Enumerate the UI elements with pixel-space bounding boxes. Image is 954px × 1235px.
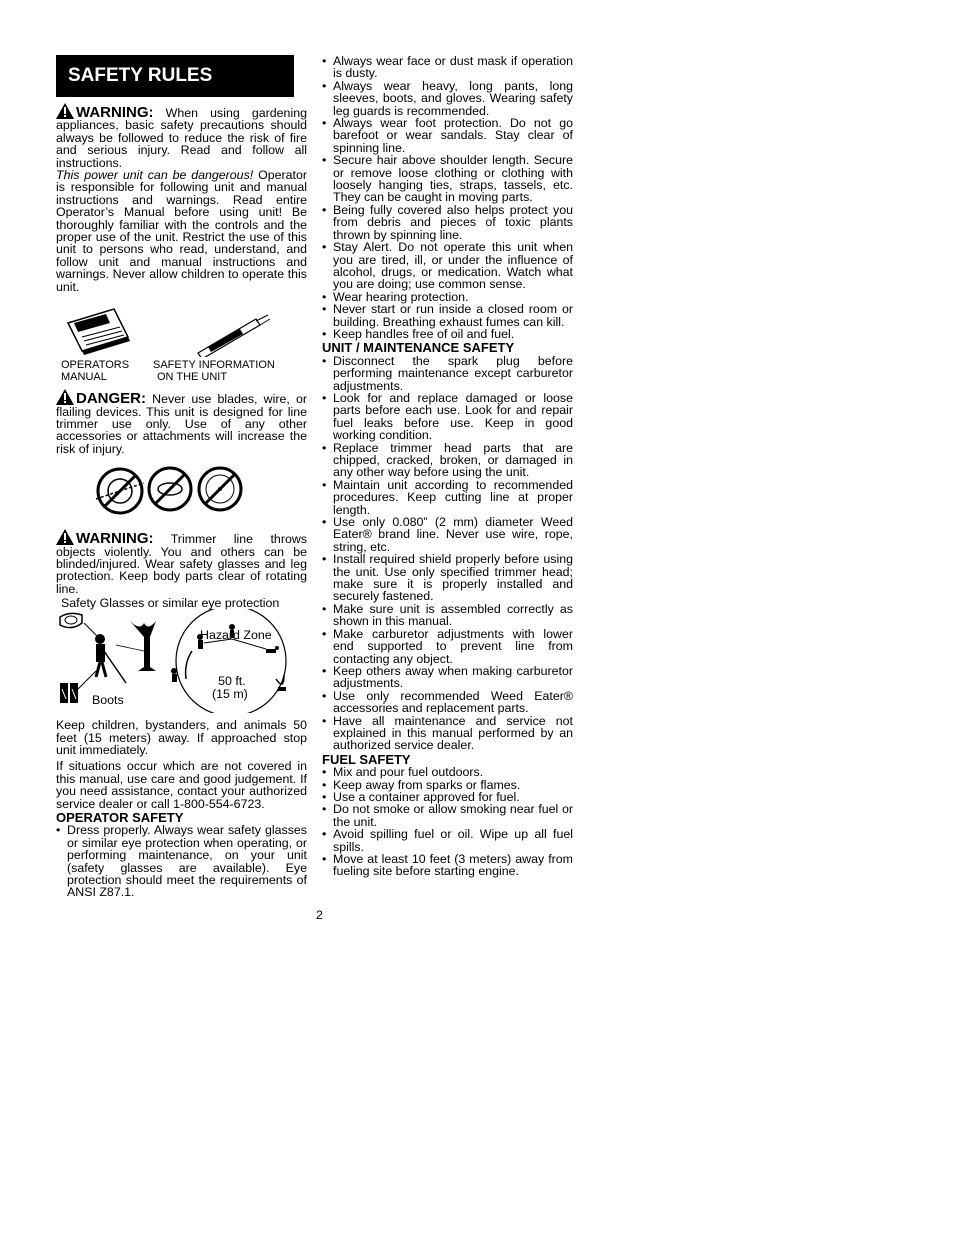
right-column <box>322 55 573 878</box>
no-wire-icon <box>149 468 191 510</box>
danger-paragraph <box>56 389 307 455</box>
list-item: • Install required shield properly before using the unit. Use only specified trimmer head; make sure it is properly installed and securely fastened. <box>322 553 573 603</box>
list-item: • Keep handles free of oil and fuel. <box>322 328 573 340</box>
keep-away-paragraph: Keep children, bystanders, and animals 50 feet (15 meters) away. If approached stop unit immediately. <box>56 718 307 757</box>
list-item: • Always wear foot protection. Do not go barefoot or wear sandals. Stay clear of spinning line. <box>322 117 573 154</box>
animal-figure <box>278 687 286 691</box>
warning-text-3: Trimmer line throws objects violently. You and others can be blinded/injured. Wear safety glasses and leg protection. Keep body parts clear of rotating line. <box>56 532 307 596</box>
no-blade-icon <box>199 468 241 510</box>
list-item: • Avoid spilling fuel or oil. Wipe up all fuel spills. <box>322 828 573 853</box>
manual-illustration <box>56 301 306 357</box>
unit-safety-heading: UNIT / MAINTENANCE SAFETY <box>322 340 515 356</box>
list-item: • Keep others away when making carburetor adjustments. <box>322 665 573 690</box>
list-item: • Have all maintenance and service not explained in this manual performed by an authorized service dealer. <box>322 715 573 752</box>
list-item: • Use only recommended Weed Eater® accessories and replacement parts. <box>322 690 573 715</box>
warning-text: When using gardening appliances, basic safety precautions should always be followed to reduce the risk of fire and serious injury. Read and follow all instructions. <box>56 106 307 170</box>
warning-paragraph-1 <box>56 103 307 169</box>
danger-label: DANGER: <box>76 390 146 408</box>
list-item: • Keep away from sparks or flames. <box>322 779 573 791</box>
distance-label: 50 ft. (15 m) <box>212 674 248 701</box>
dog-figure <box>266 646 279 653</box>
list-item: • Make sure unit is assembled correctly as shown in this manual. <box>322 603 573 628</box>
list-item: • Stay Alert. Do not operate this unit when you are tired, ill, or under the influence of alcohol, drugs, or medication. Watch what you are doing; use common sense. <box>322 241 573 291</box>
boots-icon <box>60 683 78 703</box>
list-item: • Use a container approved for fuel. <box>322 791 573 803</box>
list-item: • Being fully covered also helps protect you from debris and pieces of toxic plants thrown by spinning line. <box>322 204 573 241</box>
left-column <box>56 55 307 899</box>
list-item: • Use only 0.080” (2 mm) diameter Weed Eater® brand line. Never use wire, rope, string, etc. <box>322 516 573 553</box>
operators-manual-icon <box>68 309 130 355</box>
operator-safety-list-left <box>56 824 307 898</box>
operators-manual-caption: OPERATORS MANUAL <box>61 359 130 384</box>
danger-triangle-icon <box>56 389 74 405</box>
fuel-safety-heading: FUEL SAFETY <box>322 751 411 767</box>
prohibited-devices-figure <box>56 461 306 521</box>
operator-safety-list-right <box>322 55 573 340</box>
safety-label-icon <box>198 315 270 357</box>
boots-label: Boots <box>92 693 124 708</box>
fuel-safety-list <box>322 766 573 878</box>
list-item: • Secure hair above shoulder length. Secure or remove loose clothing or clothing with loosely hanging ties, straps, tassels, etc. They can be caught in moving parts. <box>322 154 573 204</box>
unit-safety-list <box>322 355 573 752</box>
list-item: • Mix and pour fuel outdoors. <box>322 766 573 778</box>
page-title: SAFETY RULES <box>56 55 294 97</box>
hazard-zone-label: Hazard Zone <box>200 628 272 643</box>
operator-safety-heading: OPERATOR SAFETY <box>56 810 184 825</box>
warning-triangle-icon <box>56 529 74 545</box>
warning-text-2: Operator is responsible for following unit and manual instructions and warnings. Read entire Operator’s Manual before using unit! Be thoroughly familiar with the controls and the proper use of the unit. Restrict the use of this unit to persons who read, understand, and follow unit and manual instructions and warnings. Never allow children to operate this unit. <box>56 168 307 294</box>
warning-label-2: WARNING: <box>76 530 154 548</box>
situations-paragraph: If situations occur which are not covered in this manual, use care and good judgement. If you need assistance, contact your authorized service dealer or call 1-800-554-6723. <box>56 759 307 811</box>
list-item: • Look for and replace damaged or loose parts before each use. Look for and repair fuel leaks before use. Keep in good working condition. <box>322 392 573 442</box>
page-number: 2 <box>316 908 323 922</box>
safety-glasses-icon <box>60 614 82 628</box>
list-item: • Wear hearing protection. <box>322 291 573 303</box>
warning-paragraph-2 <box>56 169 307 293</box>
tree-icon <box>130 621 156 671</box>
manual-figure <box>56 301 307 383</box>
list-item: • Make carburetor adjustments with lower end supported to prevent line from contacting any object. <box>322 628 573 665</box>
list-item: • Move at least 10 feet (3 meters) away from fueling site before starting engine. <box>322 853 573 878</box>
dangerous-lead: This power unit can be dangerous! <box>56 168 254 183</box>
list-item: • Disconnect the spark plug before performing maintenance except carburetor adjustments. <box>322 355 573 392</box>
warning-triangle-icon <box>56 103 74 119</box>
list-item: • Always wear heavy, long pants, long sleeves, boots, and gloves. Wearing safety leg guards is recommended. <box>322 80 573 117</box>
hazard-zone-figure <box>56 597 307 715</box>
list-item: • Maintain unit according to recommended procedures. Keep cutting line at proper length. <box>322 479 573 516</box>
warning-label: WARNING: <box>76 104 154 121</box>
no-flail-icon <box>96 469 144 513</box>
list-item: • Never start or run inside a closed room or building. Breathing exhaust fumes can kill. <box>322 303 573 328</box>
list-item: • Always wear face or dust mask if operation is dusty. <box>322 55 573 80</box>
list-item: • Replace trimmer head parts that are chipped, cracked, broken, or damaged in any other way before using the unit. <box>322 442 573 479</box>
safety-glasses-caption: Safety Glasses or similar eye protection <box>61 596 280 611</box>
list-item: • Dress properly. Always wear safety glasses or similar eye protection when operating, or performing maintenance, on your unit (safety glasses are available). Eye protection should meet the requirements of ANSI Z87.1. <box>56 824 307 898</box>
safety-info-caption: SAFETY INFORMATION ON THE UNIT <box>153 359 275 384</box>
bystander-figure <box>171 668 177 682</box>
danger-text: Never use blades, wire, or flailing devices. This unit is designed for line trimmer use only. Use of any other accessories or attachments will increase the risk of injury. <box>56 392 307 456</box>
list-item: • Do not smoke or allow smoking near fuel or the unit. <box>322 803 573 828</box>
operator-figure <box>95 634 126 683</box>
warning-paragraph-3 <box>56 529 307 595</box>
